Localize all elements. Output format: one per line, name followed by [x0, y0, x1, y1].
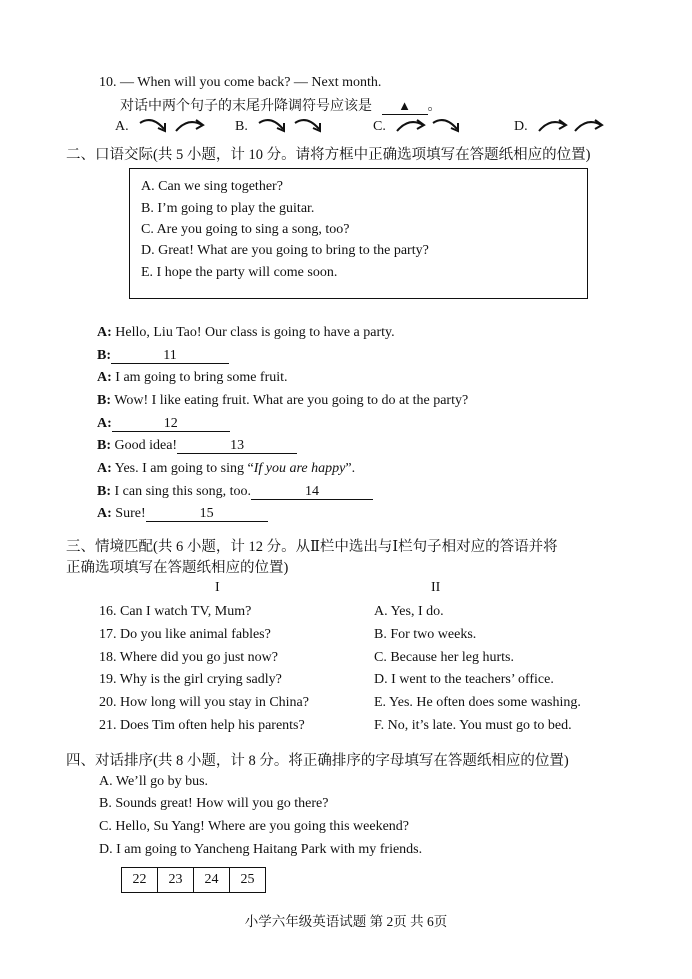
match-right-item: B. For two weeks. — [374, 627, 477, 642]
match-right-item: F. No, it’s late. You must go to bed. — [374, 718, 572, 733]
q10-option-a[interactable] — [115, 117, 208, 137]
speaker: A: — [97, 325, 112, 340]
order-item: B. Sounds great! How will you go there? — [99, 796, 329, 811]
section4-heading: 四、对话排序(共 8 小题，计 8 分。将正确排序的字母填写在答题纸相应的位置) — [66, 753, 569, 769]
option-label: C. — [373, 119, 386, 135]
speaker: A: — [97, 370, 112, 385]
speaker: A: — [97, 506, 112, 521]
speaker: A: — [97, 461, 112, 476]
dialogue-line — [97, 506, 268, 522]
box-option-d: D. Great! What are you going to bring to the party? — [141, 243, 429, 258]
speaker: B: — [97, 438, 111, 453]
dialogue-line — [97, 370, 288, 386]
rise-rise-arrows-icon — [537, 117, 607, 137]
grid-cell-24[interactable]: 24 — [194, 868, 230, 893]
option-label: A. — [115, 119, 129, 135]
q10-option-d[interactable] — [514, 117, 607, 137]
box-option-e: E. I hope the party will come soon. — [141, 265, 338, 280]
fall-fall-arrows-icon — [257, 117, 327, 137]
dialogue-text: I am going to bring some fruit. — [111, 370, 288, 385]
dialogue-text: I can sing this song, too. — [111, 484, 251, 499]
box-option-c: C. Are you going to sing a song, too? — [141, 222, 350, 237]
answer-blank-11[interactable]: 11 — [111, 349, 229, 364]
section3-heading-line2: 正确选项填写在答题纸相应的位置) — [66, 560, 289, 576]
answer-blank-15[interactable]: 15 — [146, 507, 268, 522]
dialogue-text: Yes. I am going to sing “ — [111, 461, 254, 476]
dialogue-line — [97, 461, 355, 477]
section2-heading: 二、口语交际(共 5 小题，计 10 分。请将方框中正确选项填写在答题纸相应的位置) — [66, 147, 591, 163]
option-label: D. — [514, 119, 528, 135]
answer-blank-14[interactable]: 14 — [251, 485, 373, 500]
dialogue-text-end: ”. — [345, 461, 356, 476]
dialogue-line — [97, 416, 230, 432]
match-right-item: E. Yes. He often does some washing. — [374, 695, 581, 710]
match-left-item: 16. Can I watch TV, Mum? — [99, 604, 252, 619]
column-header-ii: II — [431, 580, 441, 595]
match-right-item: C. Because her leg hurts. — [374, 650, 514, 665]
rise-fall-arrows-icon — [395, 117, 465, 137]
q10-line2 — [120, 95, 442, 115]
q10-prompt: 对话中两个句子的末尾升降调符号应该是 — [120, 99, 372, 114]
q10-option-c[interactable] — [373, 117, 465, 137]
option-label: B. — [235, 119, 248, 135]
dialogue-line — [97, 484, 373, 500]
section3-heading-line1: 三、情境匹配(共 6 小题，计 12 分。从Ⅱ栏中选出与Ⅰ栏句子相对应的答语并将 — [66, 539, 558, 555]
speaker: B: — [97, 393, 111, 408]
speaker: B: — [97, 348, 111, 363]
q10-option-b[interactable] — [235, 117, 327, 137]
dialogue-text: Wow! I like eating fruit. What are you going to do at the party? — [111, 393, 469, 408]
order-item: C. Hello, Su Yang! Where are you going this weekend? — [99, 819, 410, 834]
options-box — [129, 168, 588, 299]
column-header-i: I — [215, 580, 220, 595]
order-item: D. I am going to Yancheng Haitang Park with my friends. — [99, 842, 423, 857]
q10-period: 。 — [427, 99, 442, 114]
dialogue-text: Hello, Liu Tao! Our class is going to have a party. — [111, 325, 395, 340]
dialogue-text: Sure! — [111, 506, 146, 521]
dialogue-line — [97, 325, 395, 341]
answer-blank-12[interactable]: 12 — [112, 417, 230, 432]
dialogue-text: Good idea! — [111, 438, 178, 453]
answer-order-grid — [121, 867, 266, 893]
match-left-item: 21. Does Tim often help his parents? — [99, 718, 305, 733]
match-left-item: 17. Do you like animal fables? — [99, 627, 271, 642]
song-title: If you are happy — [253, 461, 346, 476]
dialogue-line — [97, 393, 468, 409]
grid-cell-22[interactable]: 22 — [122, 868, 158, 893]
grid-cell-23[interactable]: 23 — [158, 868, 194, 893]
speaker: A: — [97, 416, 112, 431]
box-option-a: A. Can we sing together? — [141, 179, 283, 194]
match-left-item: 19. Why is the girl crying sadly? — [99, 672, 282, 687]
page-footer: 小学六年级英语试题 第 2页 共 6页 — [244, 914, 448, 929]
box-option-b: B. I’m going to play the guitar. — [141, 201, 315, 216]
fall-rise-arrows-icon — [138, 117, 208, 137]
triangle-mark: ▲ — [398, 98, 411, 113]
match-right-item: D. I went to the teachers’ office. — [374, 672, 554, 687]
match-left-item: 18. Where did you go just now? — [99, 650, 278, 665]
match-right-item: A. Yes, I do. — [374, 604, 444, 619]
dialogue-line — [97, 348, 229, 364]
q10-answer-blank — [382, 99, 428, 115]
grid-cell-25[interactable]: 25 — [230, 868, 266, 893]
order-item: A. We’ll go by bus. — [99, 774, 209, 789]
q10-line1: 10. — When will you come back? — Next month. — [99, 75, 382, 90]
speaker: B: — [97, 484, 111, 499]
match-left-item: 20. How long will you stay in China? — [99, 695, 309, 710]
answer-blank-13[interactable]: 13 — [177, 439, 297, 454]
dialogue-line — [97, 438, 297, 454]
